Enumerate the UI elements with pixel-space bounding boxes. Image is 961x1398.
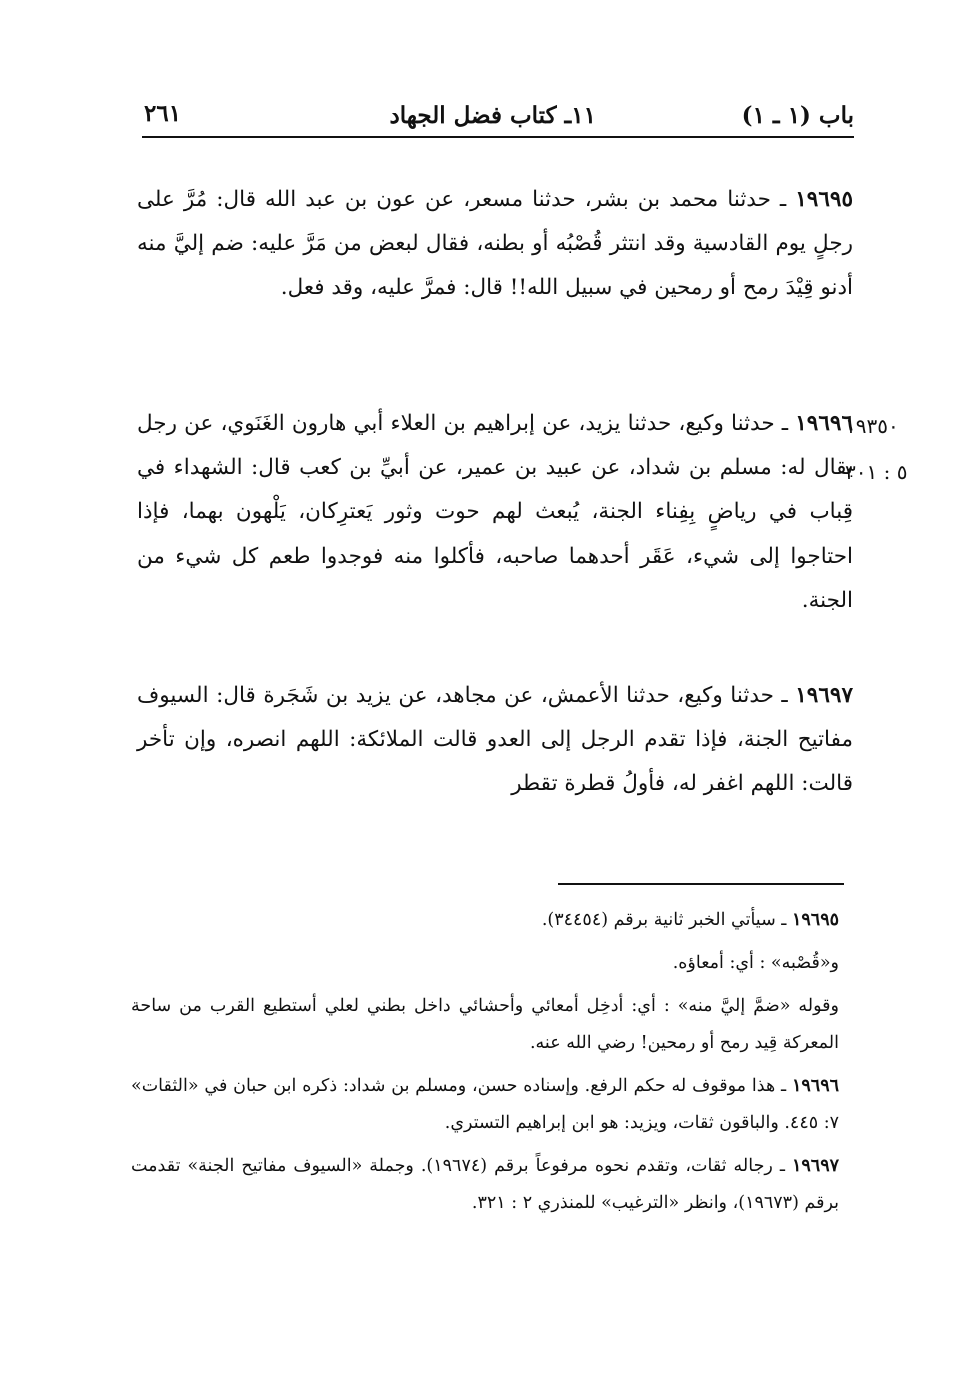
hadith-paragraph-19697 xyxy=(137,674,853,807)
footnote-text: ـ سيأتي الخبر ثانية برقم (٣٤٤٥٤). xyxy=(541,910,792,930)
footnote-number: ١٩٦٩٧ xyxy=(792,1156,839,1176)
margin-reference-1: ١٩٣٥٠ xyxy=(845,414,899,438)
hadith-paragraph-19695 xyxy=(137,178,853,311)
hadith-text: ـ حدثنا محمد بن بشر، حدثنا مسعر، عن عون بن عبد الله قال: مُرَّ على رجلٍ يوم القادسية وقد انتثر قُصْبُه أو بطنه، فقال لبعض من مَرَّ عليه: ضم إليَّ منه أدنو قِيْدَ رمح أو رمحين في سبيل الله!! قال: فمرَّ عليه، وقد فعل. xyxy=(137,187,853,301)
footnote-text: ـ هذا موقوف له حكم الرفع. وإسناده حسن، ومسلم بن شداد: ذكره ابن حبان في «الثقات» ٧: ٤٤٥. والباقون ثقات، ويزيد: هو ابن إبراهيم التستري. xyxy=(131,1076,839,1133)
hadith-number: ١٩٦٩٧ xyxy=(795,683,853,708)
hadith-number: ١٩٦٩٥ xyxy=(795,187,853,212)
footnote-separator xyxy=(558,883,844,885)
book-title: ١١ـ كتاب فضل الجهاد xyxy=(389,102,596,129)
footnote xyxy=(131,988,839,1062)
page-number: ٢٦١ xyxy=(144,100,182,127)
hadith-paragraph-19696 xyxy=(137,402,853,623)
footnote-text: و«قُصْبه» : أي: أمعاؤه. xyxy=(672,953,839,973)
footnote-number: ١٩٦٩٦ xyxy=(792,1076,839,1096)
page-header xyxy=(142,92,854,138)
footnote xyxy=(131,1068,839,1142)
hadith-text: ـ حدثنا وكيع، حدثنا يزيد، عن إبراهيم بن العلاء أبي هارون الغَنَوي، عن رجل يقال له: مسلم بن شداد، عن عبيد بن عمير، عن أبيِّ بن كعب قال: الشهداء في قِباب في رياضٍ بِفِناء الجنة، يُبعث لهم حوت وثور يَعترِكان، يَلْهون بهما، فإذا احتاجوا إلى شيء، عَقَر أحدهما صاحبه، فأكلوا منه فوجدوا طعم كل شيء من الجنة. xyxy=(137,411,853,613)
footnote xyxy=(131,945,839,982)
footnote-text: وقوله «ضمَّ إليَّ منه» : أي: أدخِل أمعائي وأحشائي داخل بطني لعلي أستطيع القرب من ساحة المعركة قِيد رمح أو رمحين! رضي الله عنه. xyxy=(131,996,839,1053)
footnote xyxy=(131,902,839,939)
chapter-label: باب (١ ـ ١) xyxy=(741,102,854,129)
footnotes xyxy=(131,902,839,1228)
footnote-number: ١٩٦٩٥ xyxy=(792,910,839,930)
footnote-text: ـ رجاله ثقات، وتقدم نحوه مرفوعاً برقم (١٩٦٧٤). وجملة «السيوف مفاتيح الجنة» تقدمت برقم (١٩٦٧٣)، وانظر «الترغيب» للمنذري ٢ : ٣٢١. xyxy=(131,1156,839,1213)
hadith-text: ـ حدثنا وكيع، حدثنا الأعمش، عن مجاهد، عن يزيد بن شَجَرة قال: السيوف مفاتيح الجنة، فإذا تقدم الرجل إلى العدو قالت الملائكة: اللهم انصره، وإن تأخر قالت: اللهم اغفر له، فأولُ قطرة تقطر xyxy=(137,683,853,797)
margin-reference-2: ٥ : ٣٠١ xyxy=(845,460,908,484)
footnote xyxy=(131,1148,839,1222)
hadith-number: ١٩٦٩٦ xyxy=(795,411,853,436)
